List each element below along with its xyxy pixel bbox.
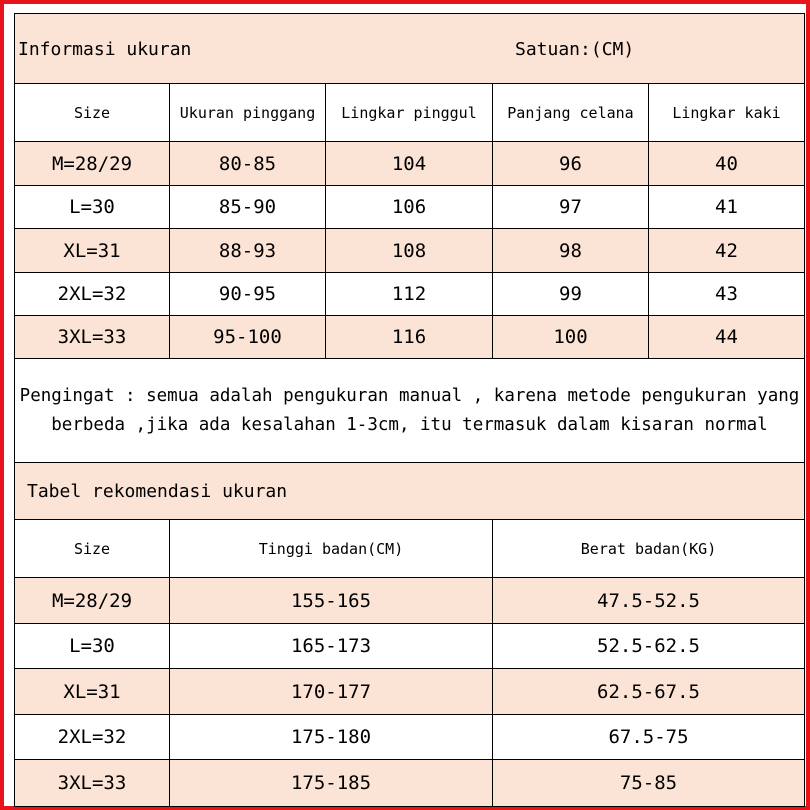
recommend-title-bar — [14, 463, 805, 520]
size-chart — [14, 13, 805, 809]
cell-length: 97 — [493, 186, 649, 228]
header-hip: Lingkar pinggul — [326, 84, 493, 141]
table-row — [14, 186, 805, 229]
info-title-bar — [14, 14, 805, 84]
table-row — [14, 316, 805, 359]
cell-weight: 67.5-75 — [608, 726, 689, 748]
header-leg: Lingkar kaki — [672, 103, 781, 122]
cell-leg: 44 — [715, 326, 738, 348]
cell-size: 2XL=32 — [15, 273, 170, 315]
cell-size: L=30 — [15, 624, 170, 668]
cell-hip: 112 — [326, 273, 493, 315]
cell-leg: 42 — [715, 239, 738, 262]
cell-size: XL=31 — [15, 669, 170, 714]
cell-hip: 106 — [326, 186, 493, 228]
info-title: Informasi ukuran — [18, 39, 192, 60]
table-row — [14, 142, 805, 186]
cell-size: 3XL=33 — [15, 760, 170, 806]
cell-length: 100 — [493, 316, 649, 358]
cell-waist: 80-85 — [170, 142, 326, 185]
cell-height: 175-185 — [170, 760, 493, 806]
cell-size: 3XL=33 — [15, 316, 170, 358]
cell-waist: 85-90 — [170, 186, 326, 228]
cell-size: M=28/29 — [15, 142, 170, 185]
cell-weight: 52.5-62.5 — [597, 635, 700, 657]
header-height: Tinggi badan(CM) — [170, 520, 493, 577]
info-header-row — [14, 84, 805, 142]
header-weight: Berat badan(KG) — [580, 539, 717, 558]
cell-hip: 104 — [326, 142, 493, 185]
cell-hip: 116 — [326, 316, 493, 358]
cell-height: 175-180 — [170, 715, 493, 759]
table-row — [14, 760, 805, 807]
header-waist: Ukuran pinggang — [170, 84, 326, 141]
cell-weight: 62.5-67.5 — [597, 680, 700, 703]
reminder-note — [14, 359, 805, 463]
header-size: Size — [15, 520, 170, 577]
table-row — [14, 229, 805, 273]
table-row — [14, 273, 805, 316]
cell-height: 170-177 — [170, 669, 493, 714]
table-row — [14, 669, 805, 715]
header-length: Panjang celana — [493, 84, 649, 141]
cell-waist: 88-93 — [170, 229, 326, 272]
reminder-line-1: Pengingat : semua adalah pengukuran manual , karena metode pengukuran yang — [19, 386, 800, 406]
table-row — [14, 578, 805, 624]
cell-leg: 43 — [715, 283, 738, 305]
table-row — [14, 624, 805, 669]
cell-size: M=28/29 — [15, 578, 170, 623]
cell-length: 99 — [493, 273, 649, 315]
cell-size: XL=31 — [15, 229, 170, 272]
cell-length: 98 — [493, 229, 649, 272]
cell-leg: 41 — [715, 196, 738, 218]
cell-hip: 108 — [326, 229, 493, 272]
cell-size: L=30 — [15, 186, 170, 228]
cell-height: 155-165 — [170, 578, 493, 623]
cell-height: 165-173 — [170, 624, 493, 668]
table-row — [14, 715, 805, 760]
cell-leg: 40 — [715, 152, 738, 175]
recommend-header-row — [14, 520, 805, 578]
cell-waist: 95-100 — [170, 316, 326, 358]
unit-label: Satuan:(CM) — [515, 39, 635, 60]
cell-weight: 47.5-52.5 — [597, 589, 700, 612]
reminder-line-2: berbeda ,jika ada kesalahan 1-3cm, itu termasuk dalam kisaran normal — [51, 415, 768, 435]
header-size: Size — [15, 84, 170, 141]
recommend-title: Tabel rekomendasi ukuran — [27, 481, 288, 502]
cell-size: 2XL=32 — [15, 715, 170, 759]
cell-weight: 75-85 — [619, 772, 678, 794]
cell-length: 96 — [493, 142, 649, 185]
cell-waist: 90-95 — [170, 273, 326, 315]
